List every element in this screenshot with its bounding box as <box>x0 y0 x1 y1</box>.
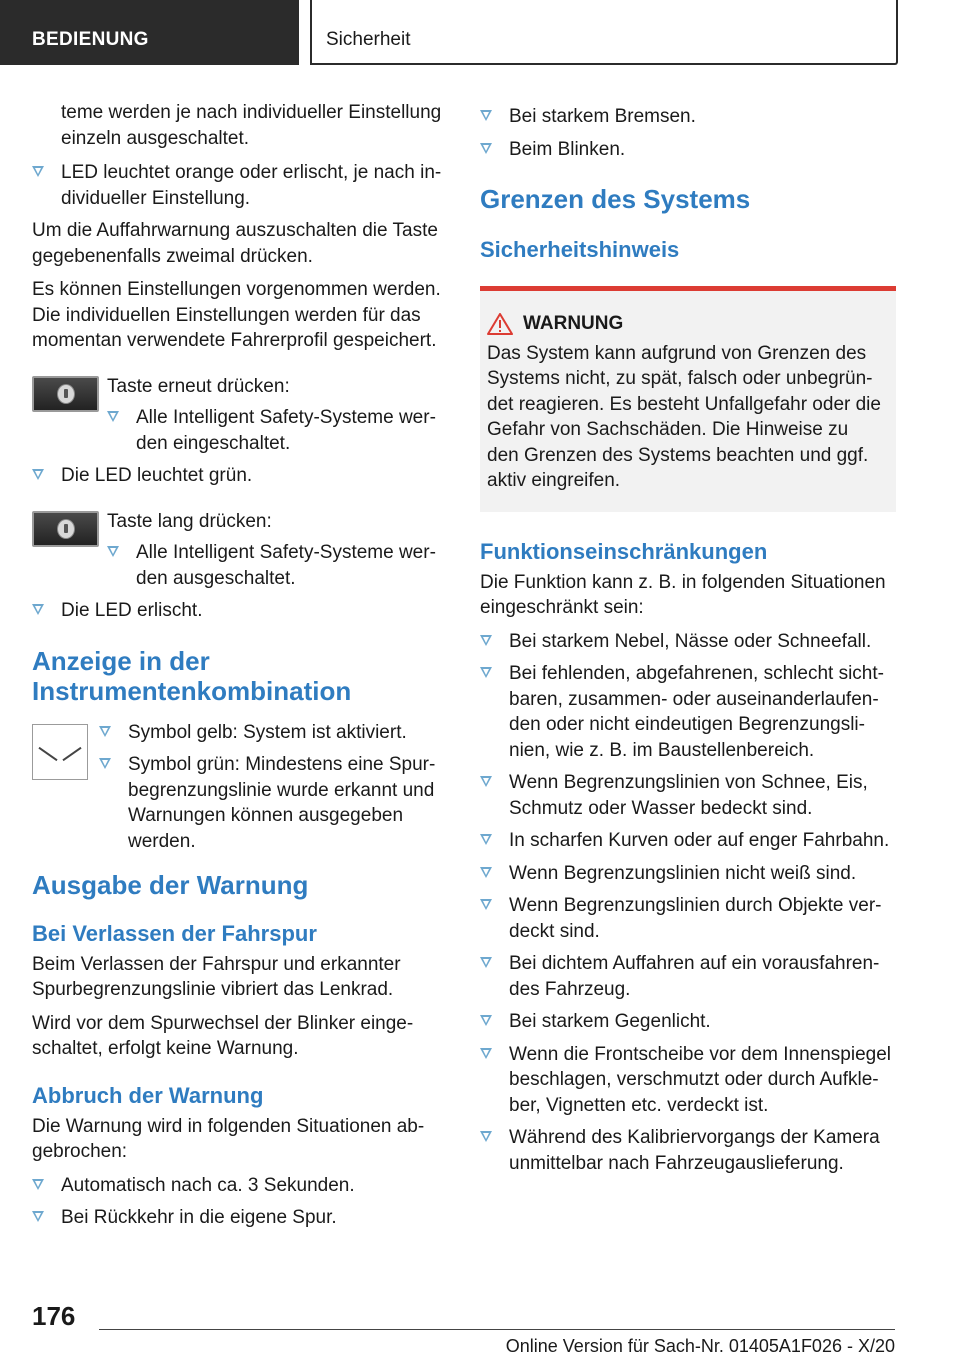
list-item <box>107 405 444 456</box>
bullet-triangle-icon <box>480 867 492 878</box>
bullet-triangle-icon <box>480 776 492 787</box>
bullet-triangle-icon <box>32 166 44 177</box>
list-item-text: Wenn die Frontscheibe vor dem Innenspiegel beschlagen, verschmutzt oder durch Aufkle-ber, Vignetten etc. verdeckt ist. <box>509 1043 891 1116</box>
safety-button-icon <box>32 376 99 412</box>
bullet-triangle-icon <box>480 143 492 154</box>
list-item-text: Symbol gelb: System ist aktiviert. <box>128 721 407 743</box>
heading-grenzen: Grenzen des Systems <box>480 184 751 214</box>
list-item <box>99 720 444 746</box>
warning-text: Das System kann aufgrund von Grenzen des Systems nicht, zu spät, falsch oder unbegrün-det reagieren. Es besteht Unfallgefahr oder die Gefahr von Sachschäden. Die Hinweise zu den Grenzen des Systems beachten und ggf. aktiv eingreifen. <box>487 342 881 491</box>
footer-text: Online Version für Sach-Nr. 01405A1F026 - X/20 <box>505 1336 895 1356</box>
safety-button-icon <box>32 511 99 547</box>
paragraph: Die Warnung wird in folgenden Situationen ab-gebrochen: <box>32 1115 425 1162</box>
right-column <box>480 104 896 1183</box>
header-title: Sicherheit <box>326 29 411 50</box>
list-item <box>480 951 896 1002</box>
list-item-text: LED leuchtet orange oder erlischt, je nach in-dividueller Einstellung. <box>61 162 442 209</box>
heading-ausgabe: Ausgabe der Warnung <box>32 869 309 900</box>
list-item <box>480 893 896 944</box>
bullet-triangle-icon <box>32 604 44 615</box>
list-item-text: Wenn Begrenzungslinien nicht weiß sind. <box>509 862 857 884</box>
list-item <box>480 861 896 887</box>
list-item-text: Bei starkem Nebel, Nässe oder Schneefall. <box>509 630 872 652</box>
button-instruction-on <box>32 374 444 457</box>
list-item <box>480 104 896 130</box>
bullet-triangle-icon <box>32 469 44 480</box>
paragraph: Die Funktion kann z. B. in folgenden Situationen eingeschränkt sein: <box>480 571 886 618</box>
left-column <box>32 100 444 1238</box>
bullet-triangle-icon <box>480 635 492 646</box>
list-item-text: In scharfen Kurven oder auf enger Fahrbahn. <box>509 830 890 851</box>
heading-funktionseinschraenkungen: Funktionseinschränkungen <box>480 538 768 564</box>
bullet-triangle-icon <box>107 411 119 422</box>
paragraph: Um die Auffahrwarnung auszuschalten die Taste gegebenenfalls zweimal drücken. <box>32 220 438 267</box>
heading-verlassen: Bei Verlassen der Fahrspur <box>32 920 317 946</box>
bullet-triangle-icon <box>480 667 492 678</box>
symbol-description <box>32 720 444 860</box>
paragraph: Es können Einstellungen vorgenommen werden. Die individuellen Einstellungen werden für das momentan verwendete Fahrerprofil gespeichert. <box>32 279 441 351</box>
list-item <box>107 540 444 591</box>
paragraph: Wird vor dem Spurwechsel der Blinker einge-schaltet, erfolgt keine Warnung. <box>32 1012 414 1059</box>
list-item <box>480 1042 896 1119</box>
heading-anzeige: Anzeige in der Instrumentenkombination <box>32 645 352 706</box>
list-item-text: Die LED erlischt. <box>61 600 203 621</box>
bullet-triangle-icon <box>107 546 119 557</box>
list-item-text: Alle Intelligent Safety-Systeme wer-den ausgeschaltet. <box>136 542 436 589</box>
list-item <box>32 1205 444 1231</box>
warning-label: WARNUNG <box>523 313 624 334</box>
list-item <box>480 1125 896 1176</box>
bullet-triangle-icon <box>480 1015 492 1026</box>
bullet-triangle-icon <box>99 758 111 769</box>
list-item-text: Alle Intelligent Safety-Systeme wer-den eingeschaltet. <box>136 407 436 454</box>
list-item-text: Bei starkem Bremsen. <box>509 106 696 127</box>
bullet-triangle-icon <box>480 899 492 910</box>
intro-continuation: teme werden je nach individueller Einstellung einzeln ausgeschaltet. <box>61 102 442 149</box>
list-item-text: Bei fehlenden, abgefahrenen, schlecht sicht-baren, zusammen- oder auseinanderlaufen-den oder nicht eindeutigen Begrenzungsli-nien, wie z. B. im Baustellenbereich. <box>509 663 884 761</box>
button-instruction-text: Taste erneut drücken: <box>107 375 290 397</box>
bullet-triangle-icon <box>99 726 111 737</box>
warning-triangle-icon <box>487 313 513 335</box>
button-instruction-text: Taste lang drücken: <box>107 510 272 532</box>
list-item-text: Während des Kalibriervorgangs der Kamera unmittelbar nach Fahrzeugauslieferung. <box>509 1127 880 1174</box>
header-section-label: BEDIENUNG <box>32 29 149 50</box>
bullet-triangle-icon <box>480 1131 492 1142</box>
list-item <box>99 752 444 854</box>
footer-divider <box>99 1329 895 1330</box>
list-item-text: Symbol grün: Mindestens eine Spur-begrenzungslinie wurde erkannt und Warnungen können ausgegeben werden. <box>128 754 436 852</box>
bullet-triangle-icon <box>480 957 492 968</box>
bullet-triangle-icon <box>480 834 492 845</box>
list-item <box>480 828 896 854</box>
list-item-text: Wenn Begrenzungslinien von Schnee, Eis, Schmutz oder Wasser bedeckt sind. <box>509 772 868 819</box>
button-instruction-off <box>32 509 444 592</box>
lane-departure-icon <box>32 724 88 780</box>
bullet-triangle-icon <box>480 110 492 121</box>
list-item-text: Die LED leuchtet grün. <box>61 465 253 486</box>
warning-box <box>480 286 896 512</box>
heading-abbruch: Abbruch der Warnung <box>32 1082 264 1108</box>
header-title-box <box>310 0 898 65</box>
header-section-tab <box>0 0 299 65</box>
warning-header <box>487 311 882 337</box>
list-item-text: Automatisch nach ca. 3 Sekunden. <box>61 1174 355 1196</box>
list-item-text: Bei starkem Gegenlicht. <box>509 1011 711 1032</box>
list-item <box>480 661 896 763</box>
bullet-triangle-icon <box>480 1048 492 1059</box>
list-item <box>32 1173 444 1199</box>
list-item-text: Wenn Begrenzungslinien durch Objekte ver-deckt sind. <box>509 895 882 942</box>
list-item <box>32 160 444 211</box>
list-item <box>480 770 896 821</box>
paragraph: Beim Verlassen der Fahrspur und erkannter Spurbegrenzungslinie vibriert das Lenkrad. <box>32 953 401 1000</box>
bullet-triangle-icon <box>32 1211 44 1222</box>
list-item <box>480 137 896 163</box>
list-item-text: Beim Blinken. <box>509 138 626 160</box>
list-item <box>32 463 444 489</box>
list-item <box>32 598 444 624</box>
list-item <box>480 1009 896 1035</box>
bullet-triangle-icon <box>32 1179 44 1190</box>
list-item-text: Bei dichtem Auffahren auf ein vorausfahren-des Fahrzeug. <box>509 953 880 1000</box>
heading-sicherheitshinweis: Sicherheitshinweis <box>480 237 680 262</box>
page-number: 176 <box>32 1301 76 1331</box>
list-item-text: Bei Rückkehr in die eigene Spur. <box>61 1207 337 1228</box>
list-item <box>480 629 896 655</box>
